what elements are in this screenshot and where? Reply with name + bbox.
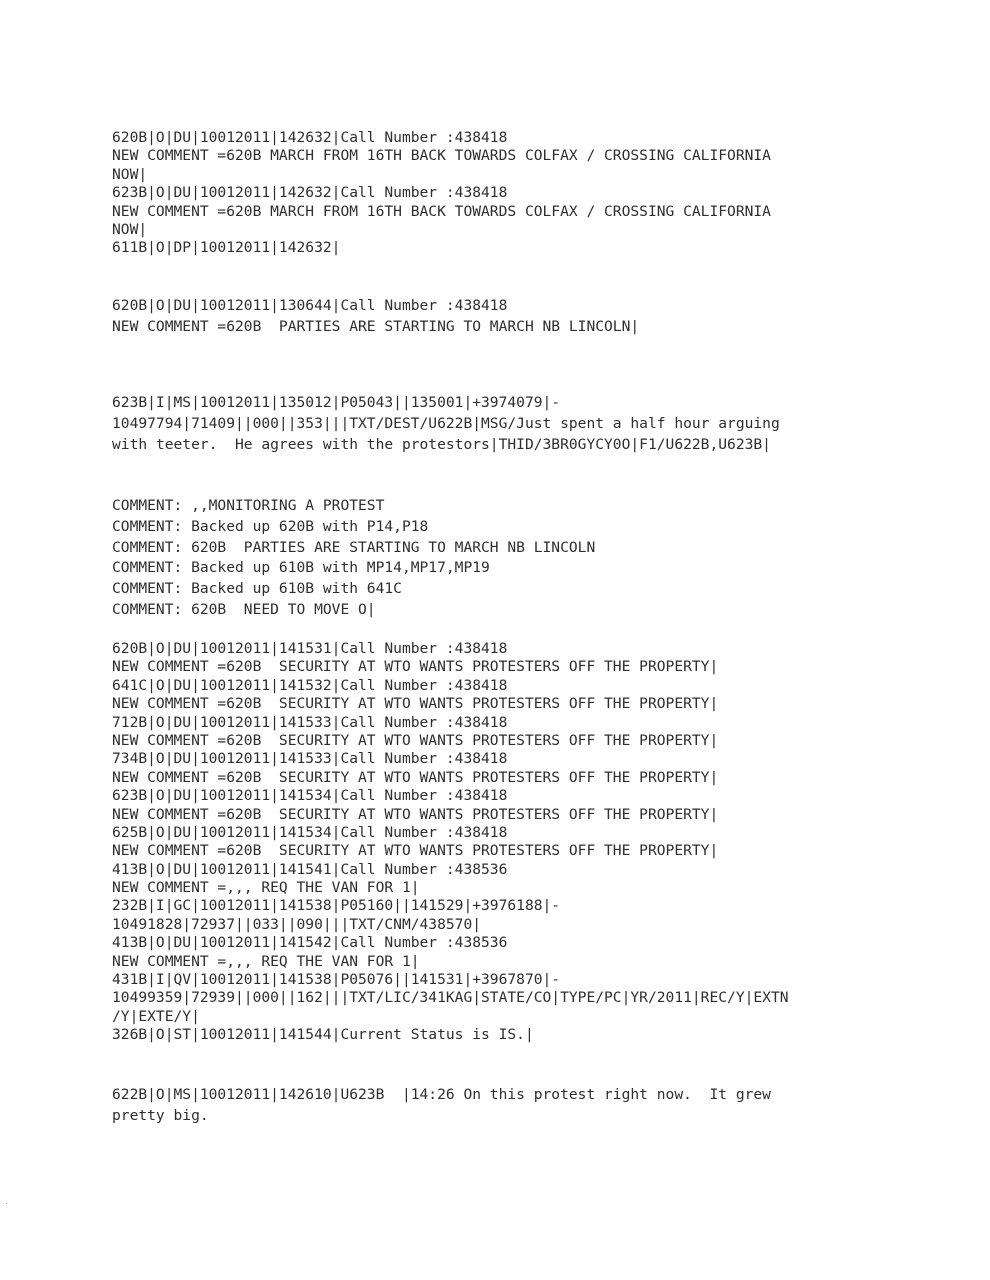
log-line: 326B|O|ST|10012011|141544|Current Status is IS.|	[112, 1026, 534, 1044]
log-block-protest-grew	[112, 1085, 771, 1127]
log-line: NEW COMMENT =,,, REQ THE VAN FOR 1|	[112, 879, 420, 897]
log-block-march-lincoln	[112, 296, 639, 338]
log-line: 10497794|71409||000||353|||TXT/DEST/U622B|MSG/Just spent a half hour arguing	[112, 414, 780, 432]
comment-line: COMMENT: 620B NEED TO MOVE O|	[112, 600, 376, 618]
log-line: NEW COMMENT =620B SECURITY AT WTO WANTS PROTESTERS OFF THE PROPERTY|	[112, 658, 719, 676]
log-line: with teeter. He agrees with the protestors|THID/3BR0GYCY0O|F1/U622B,U623B|	[112, 435, 771, 453]
log-line: 734B|O|DU|10012011|141533|Call Number :438418	[112, 750, 508, 768]
log-line: NEW COMMENT =620B SECURITY AT WTO WANTS PROTESTERS OFF THE PROPERTY|	[112, 805, 719, 823]
log-line: 641C|O|DU|10012011|141532|Call Number :438418	[112, 676, 508, 694]
log-line: 620B|O|DU|10012011|130644|Call Number :438418	[112, 297, 508, 314]
log-line: 623B|O|DU|10012011|142632|Call Number :438418	[112, 184, 508, 202]
log-block-message	[112, 393, 780, 455]
log-line: NEW COMMENT =620B MARCH FROM 16TH BACK TOWARDS COLFAX / CROSSING CALIFORNIA	[112, 147, 771, 165]
log-line: /Y|EXTE/Y|	[112, 1007, 200, 1025]
log-line: 712B|O|DU|10012011|141533|Call Number :438418	[112, 713, 508, 731]
log-line: 232B|I|GC|10012011|141538|P05160||141529|+3976188|-	[112, 897, 561, 915]
log-line: NEW COMMENT =620B PARTIES ARE STARTING TO MARCH NB LINCOLN|	[112, 317, 640, 335]
log-line: 10499359|72939||000||162|||TXT/LIC/341KAG|STATE/CO|TYPE/PC|YR/2011|REC/Y|EXTN	[112, 989, 789, 1007]
log-line: NEW COMMENT =620B SECURITY AT WTO WANTS PROTESTERS OFF THE PROPERTY|	[112, 695, 719, 713]
log-line: 10491828|72937||033||090|||TXT/CNM/438570|	[112, 915, 482, 933]
log-block-wto-security	[112, 640, 789, 1045]
log-line: 620B|O|DU|10012011|142632|Call Number :438418	[112, 129, 508, 146]
comment-line: COMMENT: ,,MONITORING A PROTEST	[112, 497, 385, 514]
comment-line: COMMENT: Backed up 610B with MP14,MP17,MP19	[112, 559, 490, 577]
log-line: 413B|O|DU|10012011|141541|Call Number :438536	[112, 860, 508, 878]
scan-speck	[6, 1203, 7, 1204]
log-line: NOW|	[112, 220, 148, 238]
log-line: NEW COMMENT =620B MARCH FROM 16TH BACK TOWARDS COLFAX / CROSSING CALIFORNIA	[112, 202, 771, 220]
log-line: NEW COMMENT =620B SECURITY AT WTO WANTS PROTESTERS OFF THE PROPERTY|	[112, 768, 719, 786]
log-line: 623B|I|MS|10012011|135012|P05043||135001|+3974079|-	[112, 394, 561, 411]
log-line: NEW COMMENT =,,, REQ THE VAN FOR 1|	[112, 952, 420, 970]
log-line: NEW COMMENT =620B SECURITY AT WTO WANTS PROTESTERS OFF THE PROPERTY|	[112, 731, 719, 749]
log-line: NOW|	[112, 165, 148, 183]
comment-line: COMMENT: Backed up 620B with P14,P18	[112, 517, 429, 535]
log-line: 622B|O|MS|10012011|142610|U623B |14:26 On this protest right now. It grew	[112, 1086, 771, 1103]
log-line: 431B|I|QV|10012011|141538|P05076||141531|+3967870|-	[112, 971, 561, 989]
log-block-march-colfax	[112, 129, 771, 258]
log-line: NEW COMMENT =620B SECURITY AT WTO WANTS PROTESTERS OFF THE PROPERTY|	[112, 842, 719, 860]
log-line: pretty big.	[112, 1106, 209, 1124]
log-line: 611B|O|DP|10012011|142632|	[112, 239, 341, 257]
log-block-comments	[112, 496, 595, 621]
log-line: 623B|O|DU|10012011|141534|Call Number :438418	[112, 787, 508, 805]
log-line: 625B|O|DU|10012011|141534|Call Number :438418	[112, 823, 508, 841]
log-line: 620B|O|DU|10012011|141531|Call Number :438418	[112, 640, 508, 657]
log-line: 413B|O|DU|10012011|141542|Call Number :438536	[112, 934, 508, 952]
comment-line: COMMENT: Backed up 610B with 641C	[112, 580, 402, 598]
comment-line: COMMENT: 620B PARTIES ARE STARTING TO MARCH NB LINCOLN	[112, 538, 596, 556]
